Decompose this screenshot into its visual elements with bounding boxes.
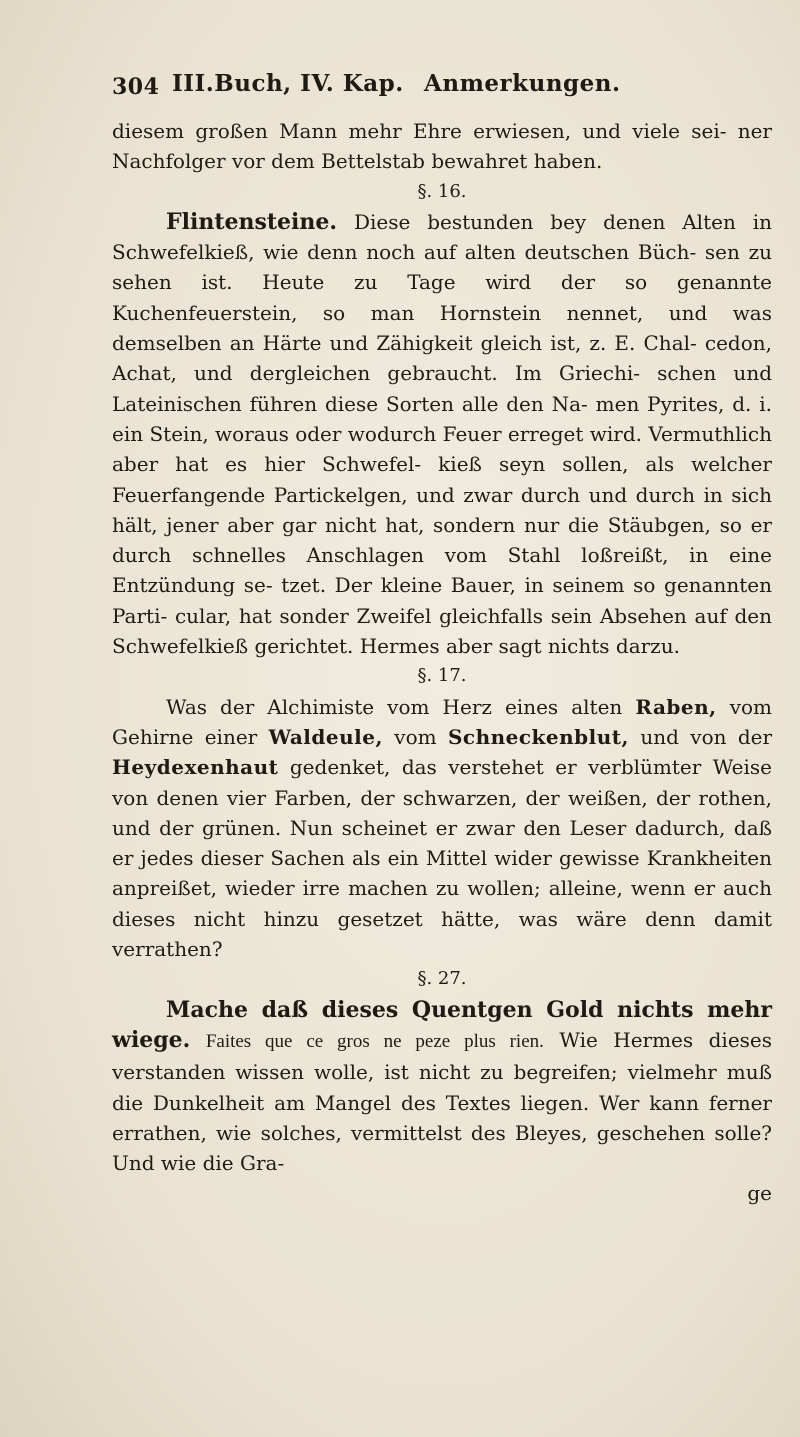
keyword-waldeule: Waldeule, bbox=[268, 724, 383, 749]
keyword-flintensteine: Flintensteine. bbox=[166, 208, 338, 235]
header-title: Anmerkungen. bbox=[424, 70, 621, 97]
keyword-schneckenblut: Schneckenblut, bbox=[447, 724, 630, 749]
keyword-quentgen: Mache daß dieses Quentgen Gold nichts mehr wiege. bbox=[112, 996, 772, 1053]
section-27-heading: §. 27. bbox=[417, 968, 467, 990]
section-17-text-d: und von der bbox=[640, 724, 773, 749]
section-27-paragraph bbox=[112, 995, 772, 1179]
catchword: ge bbox=[747, 1181, 772, 1206]
section-17-paragraph bbox=[112, 692, 772, 965]
section-17-heading: §. 17. bbox=[417, 665, 467, 687]
section-17-text-a: Was der Alchimiste vom Herz eines alten bbox=[166, 694, 623, 719]
page-number: 304 bbox=[112, 74, 160, 100]
keyword-heydexenhaut: Heydexenhaut bbox=[112, 755, 279, 780]
running-header bbox=[112, 66, 752, 106]
section-16-paragraph bbox=[112, 207, 772, 661]
section-17-text-c: vom bbox=[394, 724, 437, 749]
section-27-text: Wie Hermes dieses verstanden wissen wolle, ist nicht zu begreifen; vielmehr muß die Dunkelheit am Mangel des Textes liegen. Wer kann ferner errathen, wie solches, vermittelst des Bleyes, geschehen solle? Und wie die Gra- bbox=[112, 1027, 773, 1176]
section-17-text-b: vom Gehirne einer bbox=[112, 694, 773, 749]
paragraph-continued: diesem großen Mann mehr Ehre erwiesen, und viele sei- ner Nachfolger vor dem Bettelstab bewahret haben. bbox=[112, 119, 772, 174]
header-part: III.Buch, IV. Kap. bbox=[172, 70, 404, 97]
section-16-text: Diese bestunden bey denen Alten in Schwefelkieß, wie denn noch auf alten deutschen Büch- sen zu sehen ist. Heute zu Tage wird der so genannte Kuchenfeuerstein, so man Hornstein nennet, und was demselben an Härte und Zähigkeit gleich ist, z. E. Chal- cedon, Achat, und dergleichen gebraucht. Im Griechi- schen und Lateinischen führen diese Sorten alle den Na- men Pyrites, d. i. ein Stein, woraus oder wodurch Feuer erreget wird. Vermuthlich aber hat es hier Schwefel- kieß seyn sollen, als welcher Feuerfangende Partickelgen, und zwar durch und durch in sich hält, jener aber gar nicht hat, sondern nur die Stäubgen, so er durch schnelles Anschlagen vom Stahl loßreißt, in eine Entzündung se- tzet. Der kleine Bauer, in seinem so genannten Parti- cular, hat sonder Zweifel gleichfalls sein Absehen auf den Schwefelkieß gerichtet. Hermes aber sagt nichts darzu. bbox=[112, 209, 773, 659]
body-text bbox=[112, 116, 772, 1209]
section-16-heading: §. 16. bbox=[417, 180, 467, 202]
keyword-raben: Raben, bbox=[635, 694, 717, 719]
french-quote: Faites que ce gros ne peze plus rien. bbox=[205, 1030, 544, 1052]
section-17-text-e: gedenket, das verstehet er verblümter Weise von denen vier Farben, der schwarzen, der weißen, der rothen, und der grünen. Nun scheinet er zwar den Leser dadurch, daß er jedes dieser Sachen als ein Mittel wider gewisse Krankheiten anpreißet, wieder irre machen zu wollen; alleine, wenn er auch dieses nicht hinzu gesetzet hätte, was wäre denn damit verrathen? bbox=[112, 755, 773, 962]
